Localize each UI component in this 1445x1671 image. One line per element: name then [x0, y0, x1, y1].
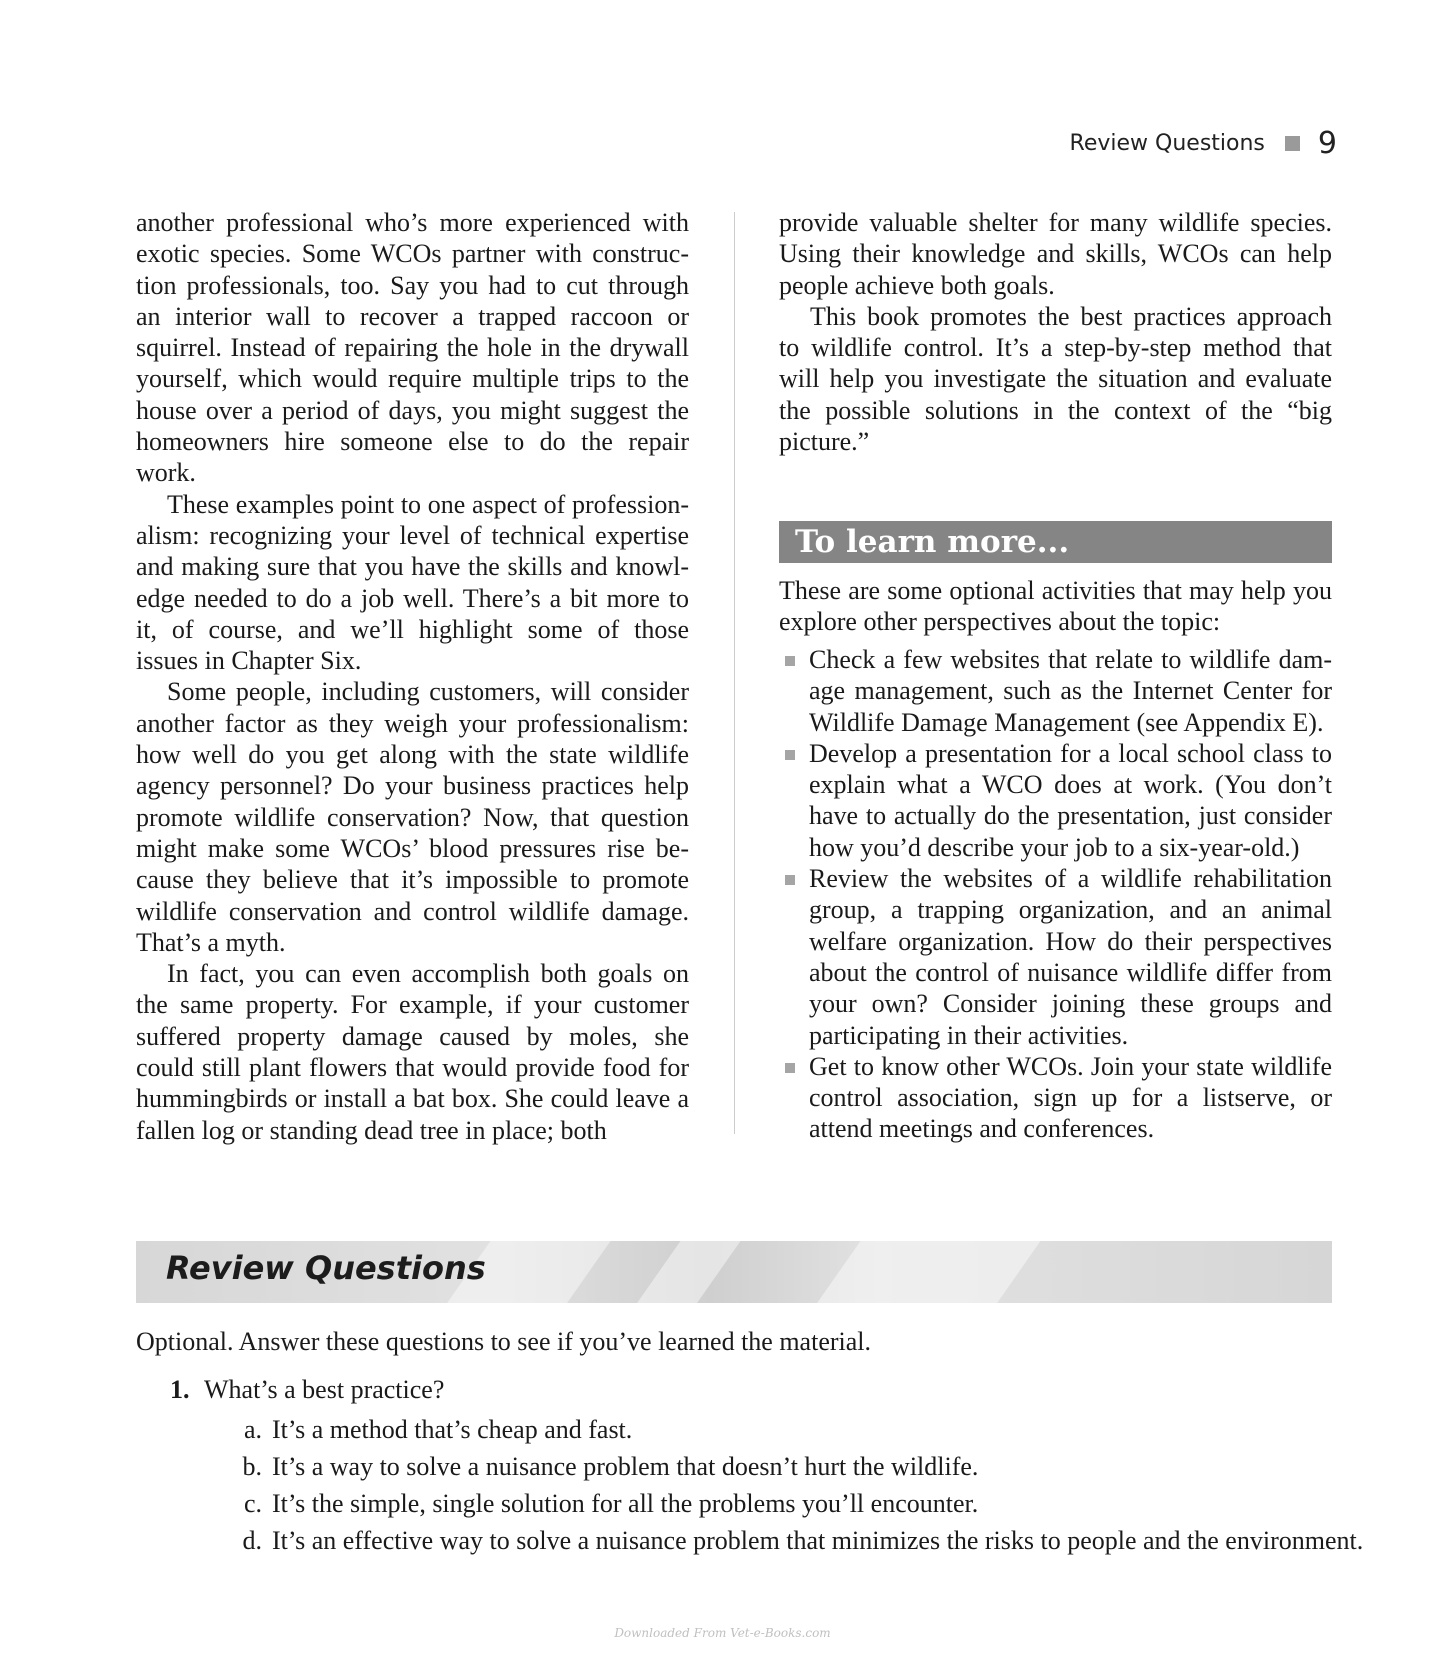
- answer-text: It’s a way to solve a nuisance problem that doesn’t hurt the wildlife.: [272, 1452, 979, 1481]
- paragraph: In fact, you can even accomplish both goals on the same property. For example, if your customer suffered property damage caused by moles, she could still plant flowers that would provide food for hummingbirds or install a bat box. She could leave a fallen log or standing dead tree in place; both: [136, 959, 689, 1145]
- list-item: [779, 738, 1332, 863]
- answer-option: [222, 1411, 1363, 1448]
- answer-text: It’s the simple, single solution for all the problems you’ll encounter.: [272, 1489, 979, 1518]
- square-bullet-icon: [785, 750, 795, 760]
- list-item-text: Develop a presentation for a local school class to explain what a WCO does at work. (You don’t have to actually do the presentation, just consider how you’d describe your job to a six-year-old.): [809, 738, 1332, 862]
- answer-list: [222, 1411, 1363, 1559]
- list-item-text: Check a few websites that relate to wildlife dam-age management, such as the Internet Center for Wildlife Damage Management (see Appendix E).: [809, 645, 1332, 737]
- answer-label: c.: [243, 1489, 262, 1518]
- answer-text: It’s a method that’s cheap and fast.: [272, 1415, 633, 1444]
- right-column: [779, 207, 1332, 457]
- paragraph: This book promotes the best practices approach to wildlife control. It’s a step-by-step method that will help you investigate the situation and evaluate the possible solutions in the context of the “big picture.”: [779, 301, 1332, 457]
- question-number: 1.: [170, 1375, 190, 1404]
- paragraph: provide valuable shelter for many wildlife species. Using their knowledge and skills, WCOs can help people achieve both goals.: [779, 208, 1332, 300]
- page-number: 9: [1317, 126, 1337, 161]
- paragraph: These examples point to one aspect of profession-alism: recognizing your level of technical expertise and making sure that you have the skills and knowl-edge needed to do a job well. There’s a bit more to it, of course, and we’ll highlight some of those issues in Chapter Six.: [136, 489, 689, 676]
- banner-texture: [624, 1241, 747, 1303]
- answer-text: It’s an effective way to solve a nuisance problem that minimizes the risks to people and the environment.: [272, 1526, 1364, 1555]
- review-intro: Optional. Answer these questions to see if you’ve learned the material.: [136, 1327, 872, 1356]
- square-bullet-icon: [1285, 136, 1300, 151]
- list-item-text: Get to know other WCOs. Join your state wildlife control association, sign up for a listserve, or attend meetings and conferences.: [809, 1051, 1332, 1144]
- answer-label: d.: [242, 1526, 262, 1555]
- answer-option: [222, 1485, 1363, 1522]
- review-questions-title: Review Questions: [166, 1249, 486, 1287]
- left-column: [136, 207, 689, 1146]
- learn-more-heading: To learn more...: [779, 521, 1332, 563]
- answer-option: [222, 1448, 1363, 1485]
- learn-more-intro: These are some optional activities that may help you explore other perspectives about the topic:: [779, 576, 1332, 637]
- banner-texture: [804, 1241, 1047, 1303]
- paragraph: another professional who’s more experienced with exotic species. Some WCOs partner with construc-tion professionals, too. Say you had to cut through an interior wall to recover a trapped raccoon or squirrel. Instead of repairing the hole in the drywall yourself, which would require multiple trips to the house over a period of days, you might suggest the homeowners hire someone else to do the repair work.: [136, 208, 689, 488]
- list-item: [779, 644, 1332, 738]
- list-item-text: Review the websites of a wildlife rehabilitation group, a trapping organization, and an animal welfare organization. How do their perspectives about the control of nuisance wildlife differ from your own? Consider joining these groups and participating in their activities.: [809, 864, 1332, 1050]
- watermark: Downloaded From Vet-e-Books.com: [614, 1626, 831, 1640]
- column-divider: [734, 212, 735, 1134]
- square-bullet-icon: [785, 656, 795, 666]
- list-item: [779, 1051, 1332, 1145]
- running-head-title: Review Questions: [1069, 131, 1265, 156]
- list-item: [779, 863, 1332, 1051]
- answer-label: b.: [242, 1452, 262, 1481]
- answer-label: a.: [243, 1415, 262, 1444]
- square-bullet-icon: [785, 1063, 795, 1073]
- square-bullet-icon: [785, 875, 795, 885]
- paragraph: Some people, including customers, will consider another factor as they weigh your professionalism: how well do you get along with the state wildlife agency personnel? Do your business practices help promote wildlife conservation? Now, that question might make some WCOs’ blood pressures rise be-cause they believe that it’s impossible to promote wildlife conservation and control wildlife damage. That’s a myth.: [136, 677, 689, 957]
- question-text: What’s a best practice?: [204, 1375, 445, 1404]
- running-head: [1070, 126, 1337, 161]
- learn-more-list: [779, 644, 1332, 1145]
- review-questions-banner: [136, 1241, 1332, 1303]
- question: [170, 1374, 444, 1405]
- answer-option: [222, 1522, 1363, 1559]
